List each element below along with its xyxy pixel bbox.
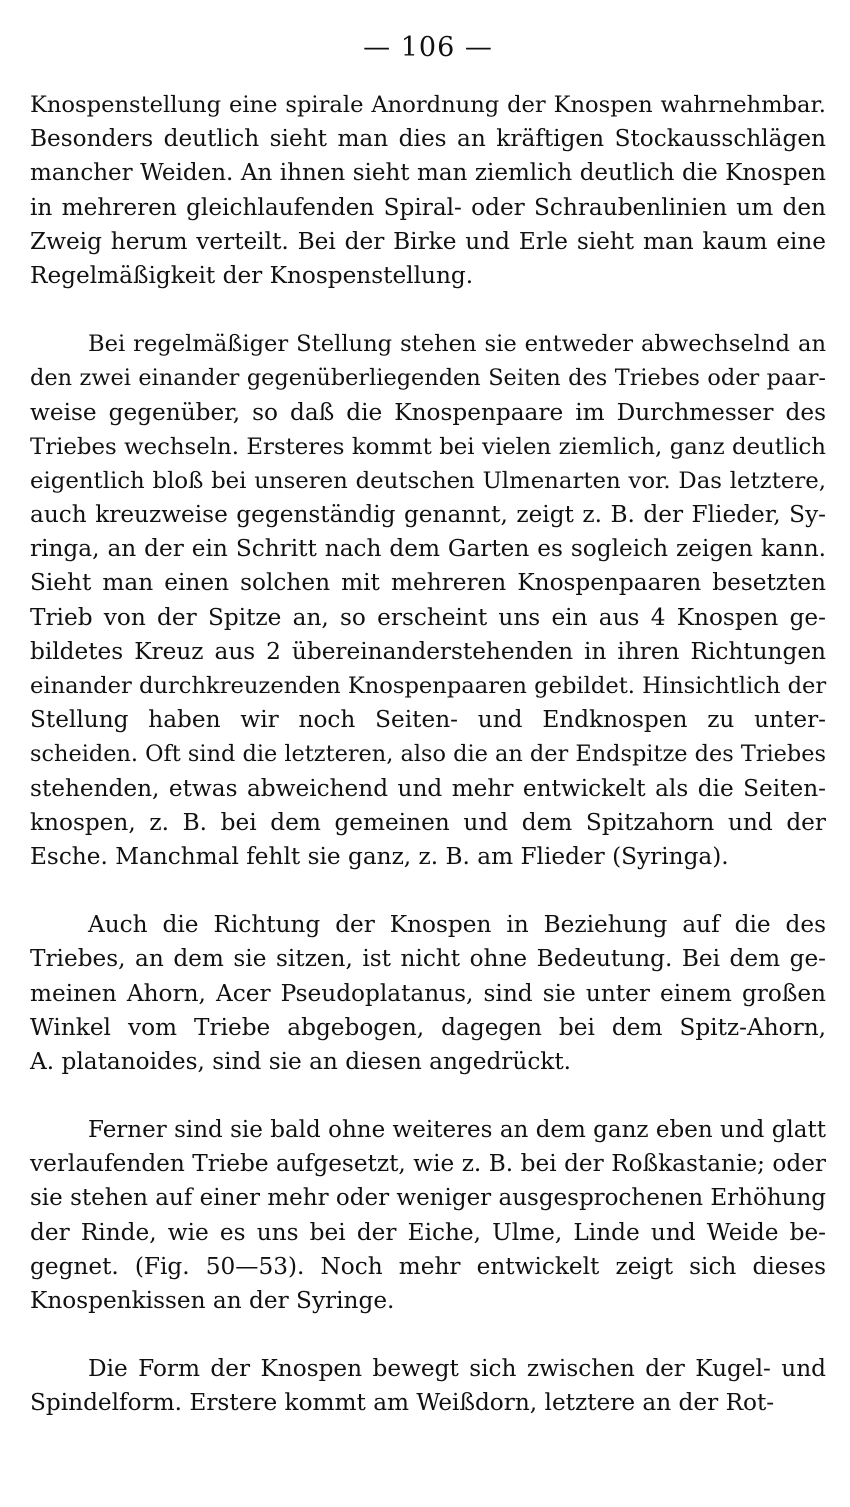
text-line: Winkel vom Triebe abgebogen, dagegen bei dem Spitz-Ahorn, xyxy=(30,1013,826,1041)
text-line: Bei regelmäßiger Stellung stehen sie entweder abwechselnd an xyxy=(88,331,826,358)
paragraph xyxy=(30,908,826,1079)
text-line: verlaufenden Triebe aufgesetzt, wie z. B. bei der Roßkastanie; oder xyxy=(30,1150,826,1178)
text-line: Ferner sind sie bald ohne weiteres an dem ganz eben und glatt xyxy=(88,1117,826,1144)
text-line: Stellung haben wir noch Seiten- und Endknospen zu unter- xyxy=(30,706,826,734)
text-line: den zwei einander gegenüberliegenden Seiten des Triebes oder paar- xyxy=(30,365,826,392)
text-line: auch kreuzweise gegenständig genannt, zeigt z. B. der Flieder, Sy- xyxy=(30,501,826,529)
paragraph xyxy=(30,1352,826,1420)
text-line: weise gegenüber, so daß die Knospenpaare im Durchmesser des xyxy=(30,398,826,426)
paragraph xyxy=(30,88,826,293)
text-line: Regelmäßigkeit der Knospenstellung. xyxy=(30,261,474,289)
text-line: meinen Ahorn, Acer Pseudoplatanus, sind sie unter einem großen xyxy=(30,979,826,1007)
text-line: eigentlich bloß bei unseren deutschen Ulmenarten vor. Das letztere, xyxy=(30,467,826,494)
paragraph xyxy=(30,327,826,874)
page-number: — 106 — xyxy=(363,32,493,63)
text-line: mancher Weiden. An ihnen sieht man ziemlich deutlich die Knospen xyxy=(30,160,826,187)
text-line: Besonders deutlich sieht man dies an kräftigen Stockausschlägen xyxy=(30,125,826,153)
text-line: Spindelform. Erstere kommt am Weißdorn, letztere an der Rot- xyxy=(30,1389,775,1417)
text-line: ringa, an der ein Schritt nach dem Garten es sogleich zeigen kann. xyxy=(30,535,826,563)
text-line: sie stehen auf einer mehr oder weniger ausgesprochenen Erhöhung xyxy=(30,1185,826,1212)
text-line: der Rinde, wie es uns bei der Eiche, Ulme, Linde und Weide be- xyxy=(30,1218,826,1246)
text-line: Esche. Manchmal fehlt sie ganz, z. B. am Flieder (Syringa). xyxy=(30,842,729,870)
book-page xyxy=(30,28,826,1421)
text-line: in mehreren gleichlaufenden Spiral- oder Schraubenlinien um den xyxy=(30,193,826,221)
body-text xyxy=(30,88,826,1421)
text-line: Sieht man einen solchen mit mehreren Knospenpaaren besetzten xyxy=(30,569,826,597)
text-line: scheiden. Oft sind die letzteren, also die an der Endspitze des Triebes xyxy=(30,741,826,768)
text-line: Knospenstellung eine spirale Anordnung der Knospen wahrnehmbar. xyxy=(30,92,826,118)
paragraph xyxy=(30,1113,826,1318)
text-line: knospen, z. B. bei dem gemeinen und dem Spitzahorn und der xyxy=(30,808,826,836)
text-line: Triebes wechseln. Ersteres kommt bei vielen ziemlich, ganz deutlich xyxy=(30,433,826,460)
text-line: Die Form der Knospen bewegt sich zwischen der Kugel- und xyxy=(88,1355,826,1383)
text-line: bildetes Kreuz aus 2 übereinanderstehenden in ihren Richtungen xyxy=(30,637,826,665)
text-line: gegnet. (Fig. 50—53). Noch mehr entwickelt zeigt sich dieses xyxy=(30,1252,826,1280)
text-line: Auch die Richtung der Knospen in Beziehung auf die des xyxy=(88,911,826,939)
text-line: A. platanoides, sind sie an diesen angedrückt. xyxy=(30,1047,572,1075)
text-line: Zweig herum verteilt. Bei der Birke und Erle sieht man kaum eine xyxy=(30,227,826,255)
text-line: Triebes, an dem sie sitzen, ist nicht ohne Bedeutung. Bei dem ge- xyxy=(30,945,826,973)
text-line: Knospenkissen an der Syringe. xyxy=(30,1287,395,1314)
text-line: einander durchkreuzenden Knospenpaaren gebildet. Hinsichtlich der xyxy=(30,673,827,699)
text-line: stehenden, etwas abweichend und mehr entwickelt als die Seiten- xyxy=(30,774,826,802)
text-line: Trieb von der Spitze an, so erscheint uns ein aus 4 Knospen ge- xyxy=(30,603,826,631)
